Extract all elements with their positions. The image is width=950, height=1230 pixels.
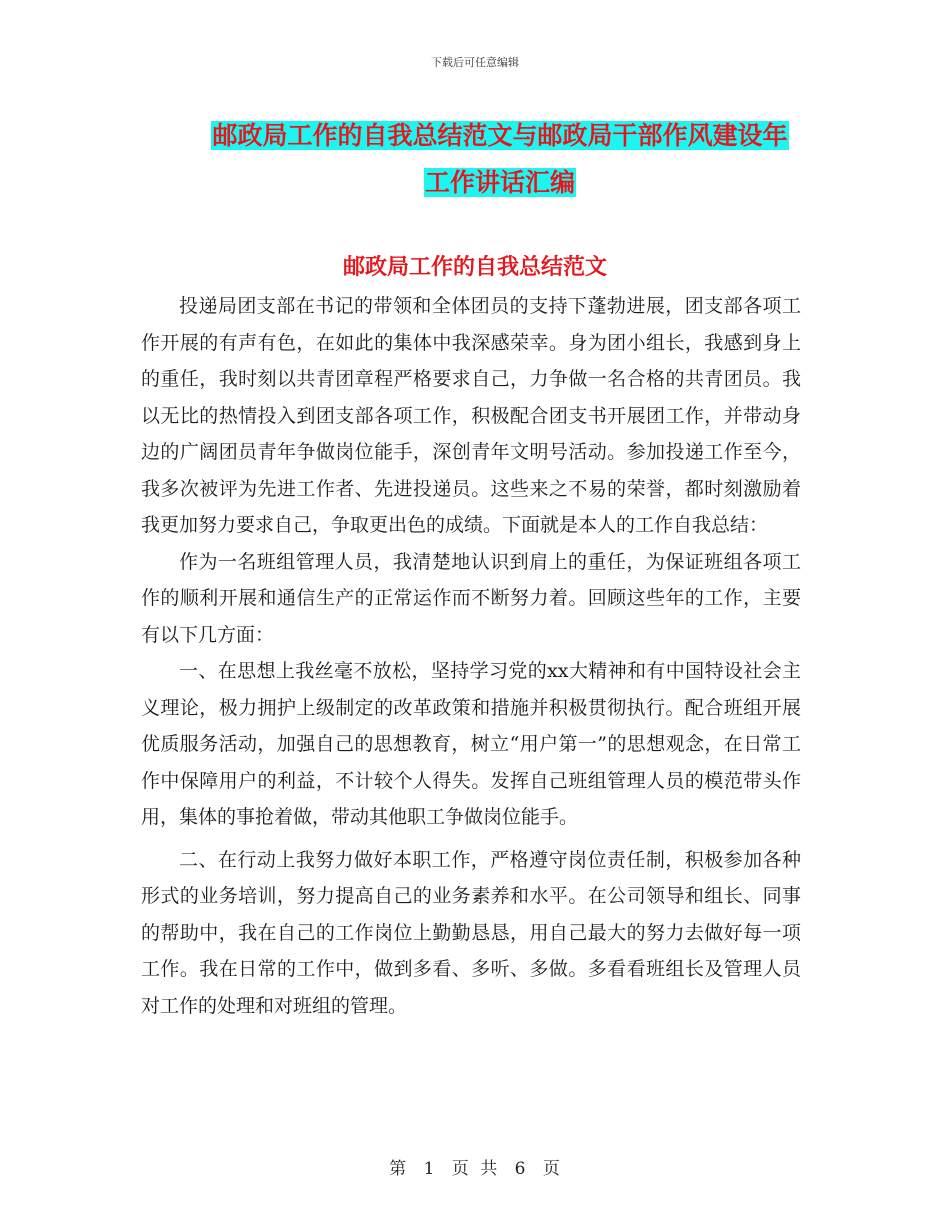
- title-line-1: 邮政局工作的自我总结范文与邮政局干部作风建设年: [212, 121, 788, 150]
- footer-suffix: 页: [542, 1159, 561, 1179]
- footer-prefix: 第: [389, 1159, 408, 1179]
- page-footer: [0, 1154, 950, 1179]
- section-title: 邮政局工作的自我总结范文: [342, 255, 607, 280]
- body-text: [141, 288, 801, 1024]
- paragraph: 投递局团支部在书记的带领和全体团员的支持下蓬勃进展，团支部各项工作开展的有声有色，在如此的集体中我深感荣幸。身为团小组长，我感到身上的重任，我时刻以共青团章程严格要求自己，力争做一名合格的共青团员。我以无比的热情投入到团支部各项工作，积极配合团支书开展团工作，并带动身边的广阔团员青年争做岗位能手，深创青年文明号活动。参加投递工作至今，我多次被评为先进工作者、先进投递员。这些来之不易的荣誉，都时刻激励着我更加努力要求自己，争取更出色的成绩。下面就是本人的工作自我总结：: [141, 295, 801, 536]
- footer-page-number: 1: [423, 1159, 436, 1179]
- title-line-2: 工作讲话汇编: [424, 168, 575, 197]
- header-note: 下载后可任意编辑: [431, 56, 519, 69]
- paragraph: 一、在思想上我丝毫不放松，坚持学习党的xx大精神和有中国特设社会主义理论，极力拥护上级制定的改革政策和措施并积极贯彻执行。配合班组开展优质服务活动，加强自己的思想教育，树立“用户第一”的思想观念，在日常工作中保障用户的利益，不计较个人得失。发挥自己班组管理人员的模范带头作用，集体的事抢着做，带动其他职工争做岗位能手。: [141, 660, 801, 828]
- footer-total-pages: 6: [514, 1159, 527, 1179]
- paragraph: 二、在行动上我努力做好本职工作，严格遵守岗位责任制，积极参加各种形式的业务培训，努力提高自己的业务素养和水平。在公司领导和组长、同事的帮助中，我在自己的工作岗位上勤勤恳恳，用自己最大的努力去做好每一项工作。我在日常的工作中，做到多看、多听、多做。多看看班组长及管理人员对工作的处理和对班组的管理。: [141, 848, 801, 1017]
- document-title: [120, 112, 880, 206]
- paragraph: 作为一名班组管理人员，我清楚地认识到肩上的重任，为保证班组各项工作的顺利开展和通信生产的正常运作而不断努力着。回顾这些年的工作，主要有以下几方面：: [141, 550, 801, 646]
- footer-middle: 页 共: [451, 1159, 499, 1179]
